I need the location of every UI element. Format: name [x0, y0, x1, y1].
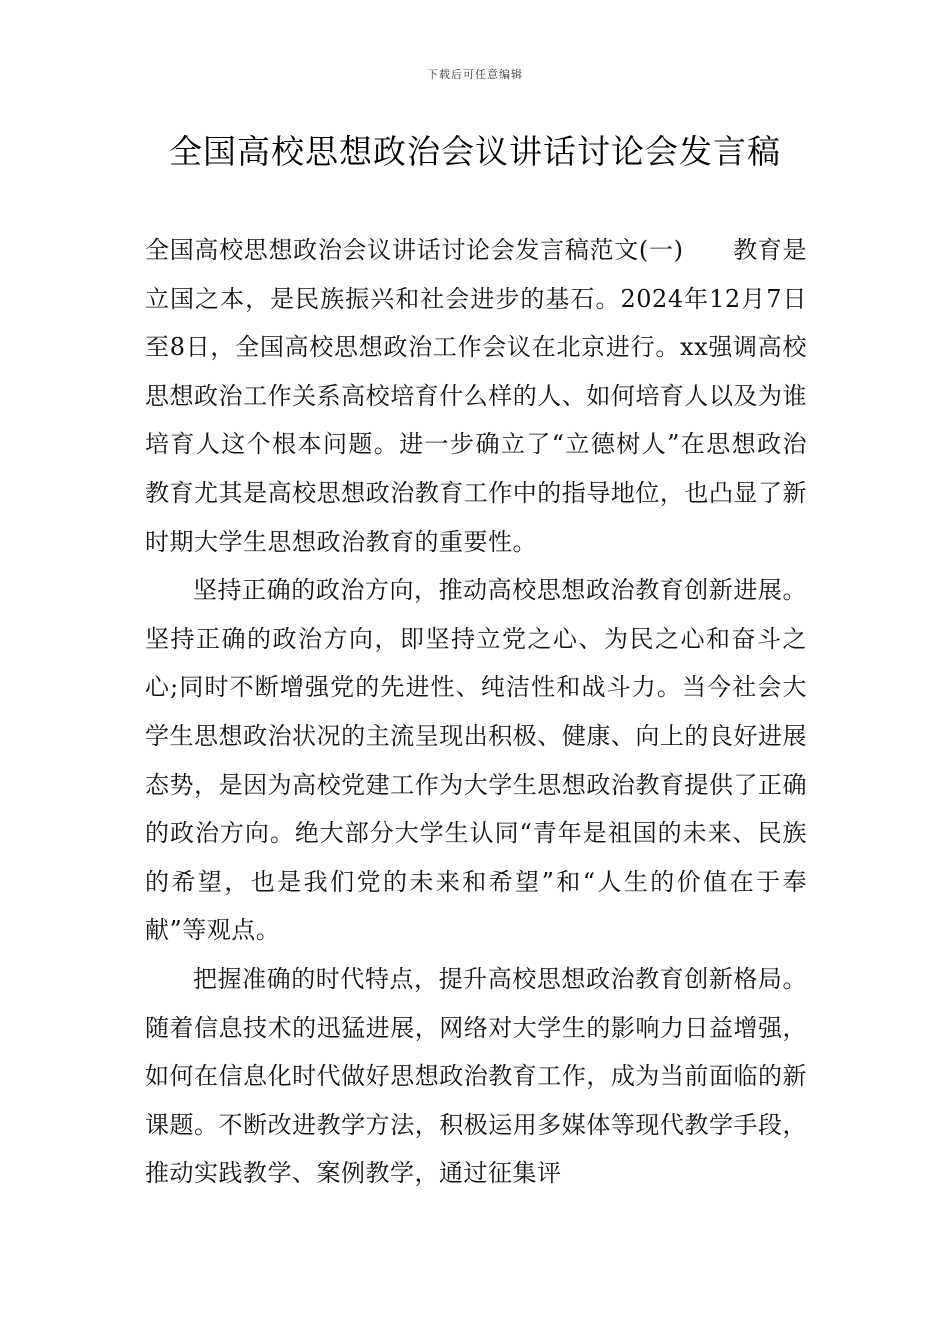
header-note: 下载后可任意编辑: [427, 68, 523, 81]
document-title: 全国高校思想政治会议讲话讨论会发言稿: [169, 132, 781, 171]
paragraph-2: 坚持正确的政治方向，推动高校思想政治教育创新进展。坚持正确的政治方向，即坚持立党之心、为民之心和奋斗之心;同时不断增强党的先进性、纯洁性和战斗力。当今社会大学生思想政治状况的主流呈现出积极、健康、向上的良好进展态势，是因为高校党建工作为大学生思想政治教育提供了正确的政治方向。绝大部分大学生认同“青年是祖国的未来、民族的希望，也是我们党的未来和希望”和“人生的价值在于奉献”等观点。: [145, 576, 807, 945]
paragraph-3: 把握准确的时代特点，提升高校思想政治教育创新格局。随着信息技术的迅猛进展，网络对大学生的影响力日益增强，如何在信息化时代做好思想政治教育工作，成为当前面临的新课题。不断改进教学方法，积极运用多媒体等现代教学手段，推动实践教学、案例教学，通过征集评: [145, 964, 807, 1188]
document-body: [145, 226, 807, 1198]
paragraph-1: 全国高校思想政治会议讲话讨论会发言稿范文(一) 教育是立国之本，是民族振兴和社会进步的基石。2024年12月7日至8日，全国高校思想政治工作会议在北京进行。xx强调高校思想政治工作关系高校培育什么样的人、如何培育人以及为谁培育人这个根本问题。进一步确立了“立德树人”在思想政治教育尤其是高校思想政治教育工作中的指导地位，也凸显了新时期大学生思想政治教育的重要性。: [145, 236, 807, 556]
